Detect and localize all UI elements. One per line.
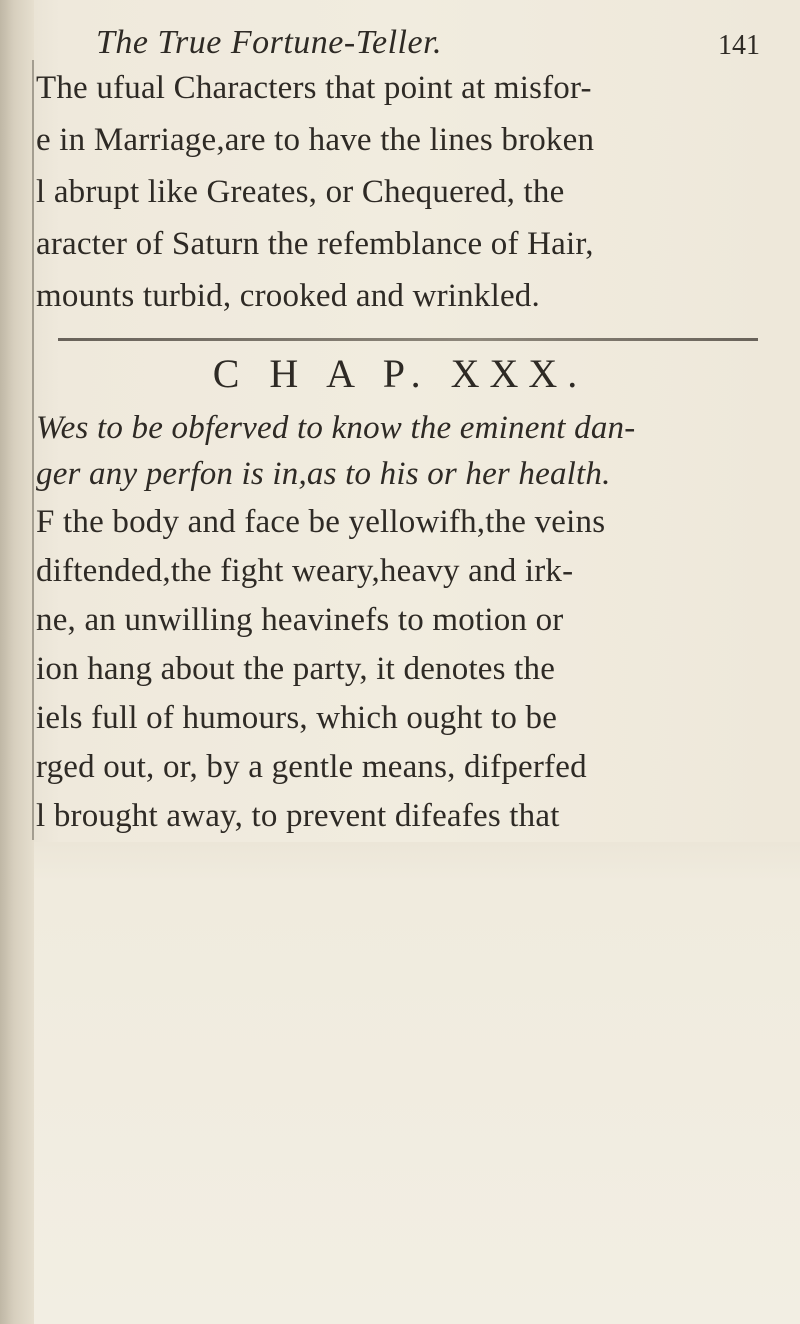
text-line: The ufual Characters that point at misfor- — [36, 70, 592, 106]
text-line: aracter of Saturn the refemblance of Hair, — [36, 226, 594, 262]
text-line: l brought away, to prevent difeafes that — [36, 798, 560, 834]
text-line: l abrupt like Greates, or Chequered, the — [36, 174, 565, 210]
text-line: ion hang about the party, it denotes the — [36, 651, 556, 687]
text-line: mounts turbid, crooked and wrinkled. — [36, 278, 540, 314]
page-number: 141 — [718, 30, 760, 61]
binding-edge — [32, 60, 34, 840]
text-line: rged out, or, by a gentle means, difperfed — [36, 749, 587, 785]
text-line: iels full of humours, which ought to be — [36, 700, 558, 736]
page-gutter — [0, 0, 34, 1324]
text-line: e in Marriage,are to have the lines broken — [36, 122, 595, 158]
lower-page-area — [34, 842, 800, 1324]
text-line: F the body and face be yellowifh,the veins — [36, 504, 606, 540]
italic-line: ger any perfon is in,as to his or her health. — [36, 456, 611, 492]
section-rule — [58, 338, 758, 341]
page-header — [60, 20, 760, 64]
italic-line: Wes to be obferved to know the eminent dan- — [36, 410, 636, 446]
text-line: diftended,the fight weary,heavy and irk- — [36, 553, 574, 589]
text-line: ne, an unwilling heavinefs to motion or — [36, 602, 564, 638]
chapter-heading: C H A P. XXX. — [212, 351, 588, 396]
running-title: The True Fortune-Teller. — [96, 24, 443, 61]
